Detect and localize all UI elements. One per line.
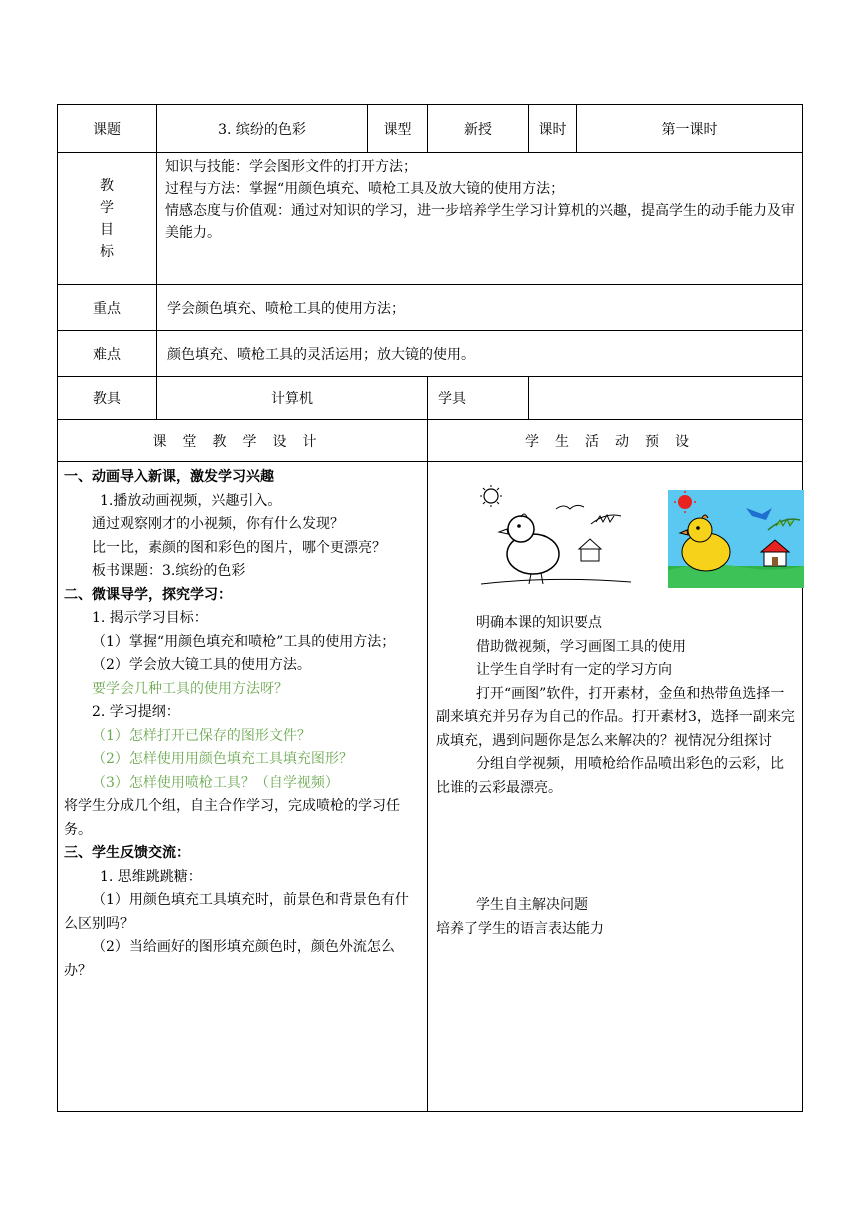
section2-line: 将学生分成几个组，自主合作学习，完成喷枪的学习任务。 [64, 798, 400, 838]
goal-attitude: 情感态度与价值观：通过对知识的学习，进一步培养学生学习计算机的兴趣，提高学生的动手能力及审美能力。 [165, 203, 795, 241]
section2-line: （1）掌握“用颜色填充和喷枪”工具的使用方法； [92, 633, 396, 650]
section1-line: 通过观察刚才的小视频，你有什么发现？ [92, 516, 344, 532]
key-points-row [58, 285, 803, 331]
chick-head-outline [508, 516, 534, 542]
student-tools-value [529, 377, 803, 420]
red-sun-icon [678, 495, 692, 509]
topic-label: 课题 [58, 105, 157, 153]
section2-line: 2. 学习提纲： [92, 704, 180, 720]
section1-line: 比一比，素颜的图和彩色的图片，哪个更漂亮？ [92, 539, 386, 556]
difficulties-value: 颜色填充、喷枪工具的灵活运用；放大镜的使用。 [157, 331, 803, 377]
difficulties-row [58, 331, 803, 377]
outline-item: （1）怎样打开已保存的图形文件？ [92, 727, 311, 744]
type-label: 课型 [368, 105, 428, 153]
teacher-tools-value: 计算机 [157, 377, 428, 420]
illustrations [436, 462, 796, 612]
difficulties-label: 难点 [58, 331, 157, 377]
key-points-value: 学会颜色填充、喷枪工具的使用方法； [157, 285, 803, 331]
topic-value: 3. 缤纷的色彩 [157, 105, 368, 153]
goals-content [157, 153, 803, 285]
goals-label-char: 学 [100, 199, 114, 216]
section2-question: 要学会几种工具的使用方法呀？ [92, 680, 288, 697]
goals-label-char: 目 [100, 221, 114, 238]
teaching-design-column [58, 462, 428, 1112]
section2-line: 1. 揭示学习目标： [92, 610, 208, 626]
section-header-row [58, 420, 803, 462]
student-tools-label: 学具 [428, 377, 529, 420]
activity-line: 让学生自学时有一定的学习方向 [476, 662, 672, 678]
activity-line: 明确本课的知识要点 [476, 615, 602, 631]
key-points-label: 重点 [58, 285, 157, 331]
activity-line: 培养了学生的语言表达能力 [436, 920, 604, 937]
content-row [58, 462, 803, 1112]
section1-title: 一、动画导入新课，激发学习兴趣 [64, 469, 274, 485]
type-value: 新授 [428, 105, 529, 153]
period-value: 第一课时 [577, 105, 803, 153]
section3-line: 1. 思维跳跳糖： [100, 868, 202, 885]
outline-item: （3）怎样使用喷枪工具？（自学视频） [92, 774, 339, 791]
section1-line: 1.播放动画视频，兴趣引入。 [100, 492, 282, 509]
goals-label [58, 153, 157, 285]
lesson-plan-table [57, 104, 803, 1112]
teacher-tools-label: 教具 [58, 377, 157, 420]
student-activity-header: 学生活动预设 [428, 420, 803, 462]
goals-label-char: 教 [100, 177, 114, 194]
student-activity-column [428, 462, 803, 1112]
period-label: 课时 [529, 105, 577, 153]
teaching-design-header: 课堂教学设计 [58, 420, 428, 462]
house-outline [581, 549, 599, 561]
color-chick-illustration [668, 490, 804, 588]
bw-chick-illustration [471, 484, 631, 594]
section3-title: 三、学生反馈交流： [64, 845, 190, 861]
section3-question: （1）用颜色填充工具填充时，前景色和背景色有什么区别吗？ [64, 892, 409, 932]
activity-paragraph: 分组自学视频，用喷枪给作品喷出彩色的云彩，比比谁的云彩最漂亮。 [436, 756, 784, 796]
goals-row [58, 153, 803, 285]
section1-line: 板书课题：3.缤纷的色彩 [92, 563, 246, 579]
tools-row [58, 377, 803, 420]
section2-title: 二、微课导学，探究学习： [64, 586, 232, 603]
goal-process: 过程与方法：掌握“用颜色填充、喷枪工具及放大镜的使用方法； [165, 181, 565, 197]
activity-line: 学生自主解决问题 [476, 897, 588, 913]
goal-knowledge: 知识与技能：学会图形文件的打开方法； [165, 159, 417, 175]
section2-line: （2）学会放大镜工具的使用方法。 [92, 657, 311, 673]
outline-item: （2）怎样使用用颜色填充工具填充图形？ [92, 751, 353, 767]
goals-label-char: 标 [100, 243, 114, 260]
sun-icon [484, 489, 498, 503]
bird-outline [556, 505, 584, 509]
section3-question: （2）当给画好的图形填充颜色时，颜色外流怎么办？ [64, 939, 395, 979]
activity-line: 借助微视频，学习画图工具的使用 [476, 638, 686, 655]
spacer [436, 800, 796, 894]
header-row [58, 105, 803, 153]
activity-paragraph: 打开“画图”软件，打开素材，金鱼和热带鱼选择一副来填充并另存为自己的作品。打开素材3，选择一副来完成填充，遇到问题你是怎么来解决的？视情况分组探讨 [436, 685, 795, 749]
